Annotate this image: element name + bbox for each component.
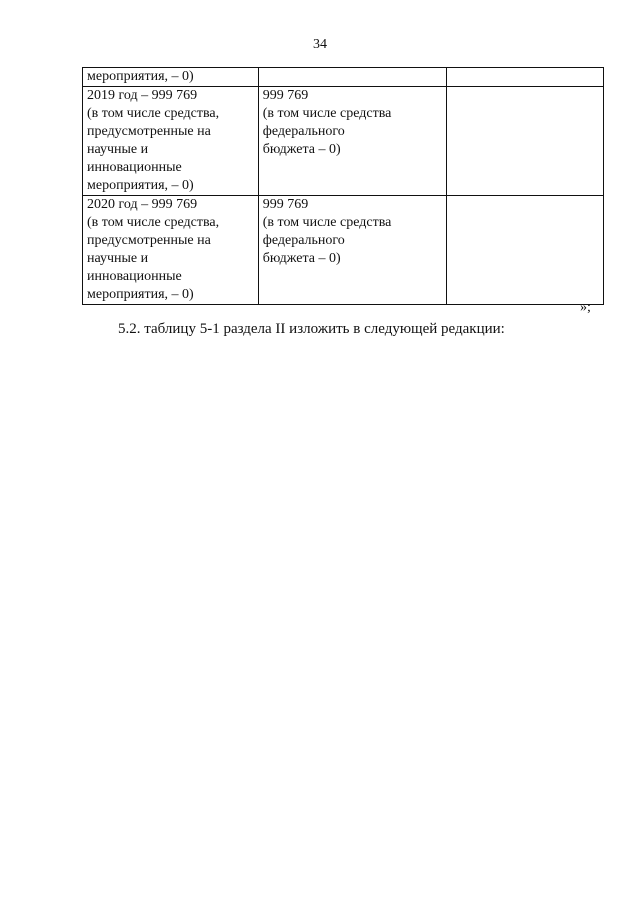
cell-text-line: научные и: [87, 251, 149, 266]
cell-text-line: бюджета – 0): [262, 251, 341, 266]
table-row: [83, 68, 604, 87]
cell-text-line: инновационные: [87, 160, 182, 175]
table-cell-amount: [258, 68, 446, 87]
cell-text-line: 999 769: [262, 88, 309, 103]
instruction-paragraph: 5.2. таблицу 5-1 раздела II изложить в следующей редакции:: [118, 321, 505, 337]
cell-text-line: (в том числе средства: [262, 106, 392, 121]
cell-text-line: мероприятия, – 0): [87, 69, 194, 84]
cell-text-line: 2020 год – 999 769: [87, 197, 198, 212]
cell-text-line: мероприятия, – 0): [87, 287, 194, 302]
budget-table: [82, 67, 604, 305]
cell-text-line: научные и: [87, 142, 149, 157]
cell-text-line: предусмотренные на: [87, 124, 211, 139]
table-row: [83, 87, 604, 196]
table-cell-empty: [447, 87, 604, 196]
table-cell-empty: [447, 68, 604, 87]
table-cell-amount: [258, 87, 446, 196]
table-cell-empty: [447, 196, 604, 305]
cell-text-line: бюджета – 0): [262, 142, 341, 157]
table-cell-year: [83, 87, 259, 196]
cell-text-line: (в том числе средства: [262, 215, 392, 230]
cell-text-line: федерального: [262, 233, 345, 248]
table-cell-year: [83, 196, 259, 305]
closing-quote-mark: »;: [580, 300, 591, 315]
table-cell-year: [83, 68, 259, 87]
page-number: 34: [313, 37, 327, 52]
cell-text-line: предусмотренные на: [87, 233, 211, 248]
cell-text-line: федерального: [262, 124, 345, 139]
cell-text-line: (в том числе средства,: [87, 215, 220, 230]
cell-text-line: мероприятия, – 0): [87, 178, 194, 193]
table-cell-amount: [258, 196, 446, 305]
cell-text-line: 2019 год – 999 769: [87, 88, 198, 103]
table-row: [83, 196, 604, 305]
cell-text-line: 999 769: [262, 197, 309, 212]
cell-text-line: (в том числе средства,: [87, 106, 220, 121]
cell-text-line: инновационные: [87, 269, 182, 284]
